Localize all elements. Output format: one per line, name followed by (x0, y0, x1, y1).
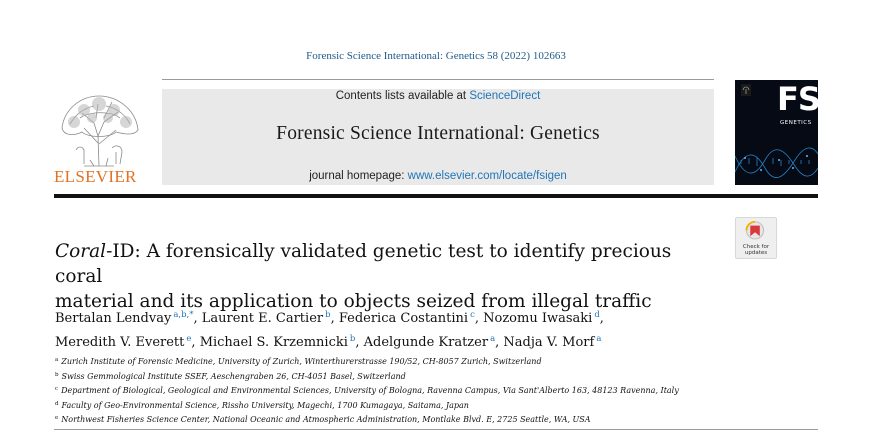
affiliation-key: a (55, 357, 59, 363)
elsevier-wordmark: ELSEVIER (54, 167, 137, 186)
check-for-updates-badge[interactable] (735, 217, 777, 259)
author-affiliation-link[interactable]: c (470, 310, 475, 320)
journal-homepage-line (162, 170, 714, 182)
affiliation-text: Department of Biological, Geological and Environmental Sciences, University of Bologna, Ravenna Campus, Via Sant'Alberto 163, 48123 Ravenna, Italy (61, 386, 679, 395)
author-name: Nozomu Iwasaki (483, 311, 593, 326)
cover-journal-abbr: FSI (777, 80, 831, 118)
author-name: Laurent E. Cartier (201, 311, 324, 326)
affiliation-text: Swiss Gemmological Institute SSEF, Aeschengraben 26, CH-4051 Basel, Switzerland (61, 371, 406, 381)
crossmark-line1: Check for (742, 244, 770, 250)
affiliation-item (55, 354, 755, 369)
author-name: Adelgunde Kratzer (363, 335, 489, 350)
title-italic-part: Coral (55, 241, 107, 262)
elsevier-logo[interactable] (54, 88, 144, 186)
author-list (55, 305, 695, 353)
author-name: Michael S. Krzemnicki (199, 335, 348, 350)
author-name: Federica Costantini (338, 311, 469, 326)
author-separator: , (191, 335, 200, 350)
title-line1-rest: -ID: A forensically validated genetic test to identify precious coral (55, 241, 672, 287)
author-affiliation-link[interactable]: b (349, 334, 356, 344)
affiliation-text: Northwest Fisheries Science Center, National Oceanic and Atmospheric Administration, Montlake Blvd. E, 2725 Seattle, WA, USA (61, 415, 591, 424)
journal-masthead (162, 89, 714, 185)
author-affiliation-link[interactable]: d (594, 310, 600, 320)
section-divider (54, 429, 818, 430)
contents-prefix: Contents lists available at (335, 90, 470, 102)
contents-available-line (162, 90, 714, 102)
elsevier-tree-icon (54, 88, 144, 168)
journal-cover[interactable] (735, 80, 831, 185)
header-top-rule (162, 79, 714, 80)
author-separator: , (330, 311, 339, 326)
affiliation-item (55, 412, 755, 427)
author-affiliation-link[interactable]: a,b,* (173, 310, 194, 320)
author-separator: , (193, 311, 202, 326)
affiliation-text: Faculty of Geo-Environmental Science, Rissho University, Magechi, 1700 Kumagaya, Saitama, Japan (61, 400, 469, 410)
header-thick-rule (54, 194, 818, 198)
author-separator: , (355, 335, 364, 350)
author-affiliation-link[interactable]: a (596, 334, 602, 344)
sciencedirect-link[interactable]: ScienceDirect (469, 90, 541, 102)
affiliation-item (55, 398, 755, 413)
author-separator: , (474, 311, 484, 326)
author-affiliation-link[interactable]: a (490, 334, 496, 344)
crossmark-line2: updates (744, 250, 768, 256)
author-name: Bertalan Lendvay (55, 311, 172, 326)
affiliation-item (55, 383, 755, 398)
author-separator: , (599, 311, 604, 326)
affiliation-key: e (55, 415, 59, 421)
journal-title: Forensic Science International: Genetics (276, 123, 600, 144)
affiliation-key: c (55, 386, 59, 392)
author-affiliation-link[interactable]: e (186, 334, 192, 344)
homepage-prefix: journal homepage: (309, 170, 408, 182)
journal-citation[interactable]: Forensic Science International: Genetics 58 (2022) 102663 (306, 50, 566, 62)
author-name: Meredith V. Everett (55, 335, 185, 350)
check-for-updates-label (736, 244, 776, 256)
cover-subtitle: GENETICS (780, 120, 812, 126)
affiliation-text: Zurich Institute of Forensic Medicine, University of Zurich, Winterthurerstrasse 190/52, CH-8057 Zurich, Switzerland (61, 357, 542, 366)
author-separator: , (495, 335, 504, 350)
affiliation-key: b (55, 371, 59, 378)
journal-homepage-link[interactable]: www.elsevier.com/locate/fsigen (407, 170, 567, 182)
affiliation-list (55, 354, 755, 427)
title-line2: material and its application to objects seized from illegal traffic (55, 291, 652, 312)
article-title (55, 239, 715, 314)
author-name: Nadja V. Morf (503, 335, 595, 350)
affiliation-key: d (55, 400, 59, 407)
affiliation-item (55, 369, 755, 384)
author-affiliation-link[interactable]: b (325, 310, 331, 320)
